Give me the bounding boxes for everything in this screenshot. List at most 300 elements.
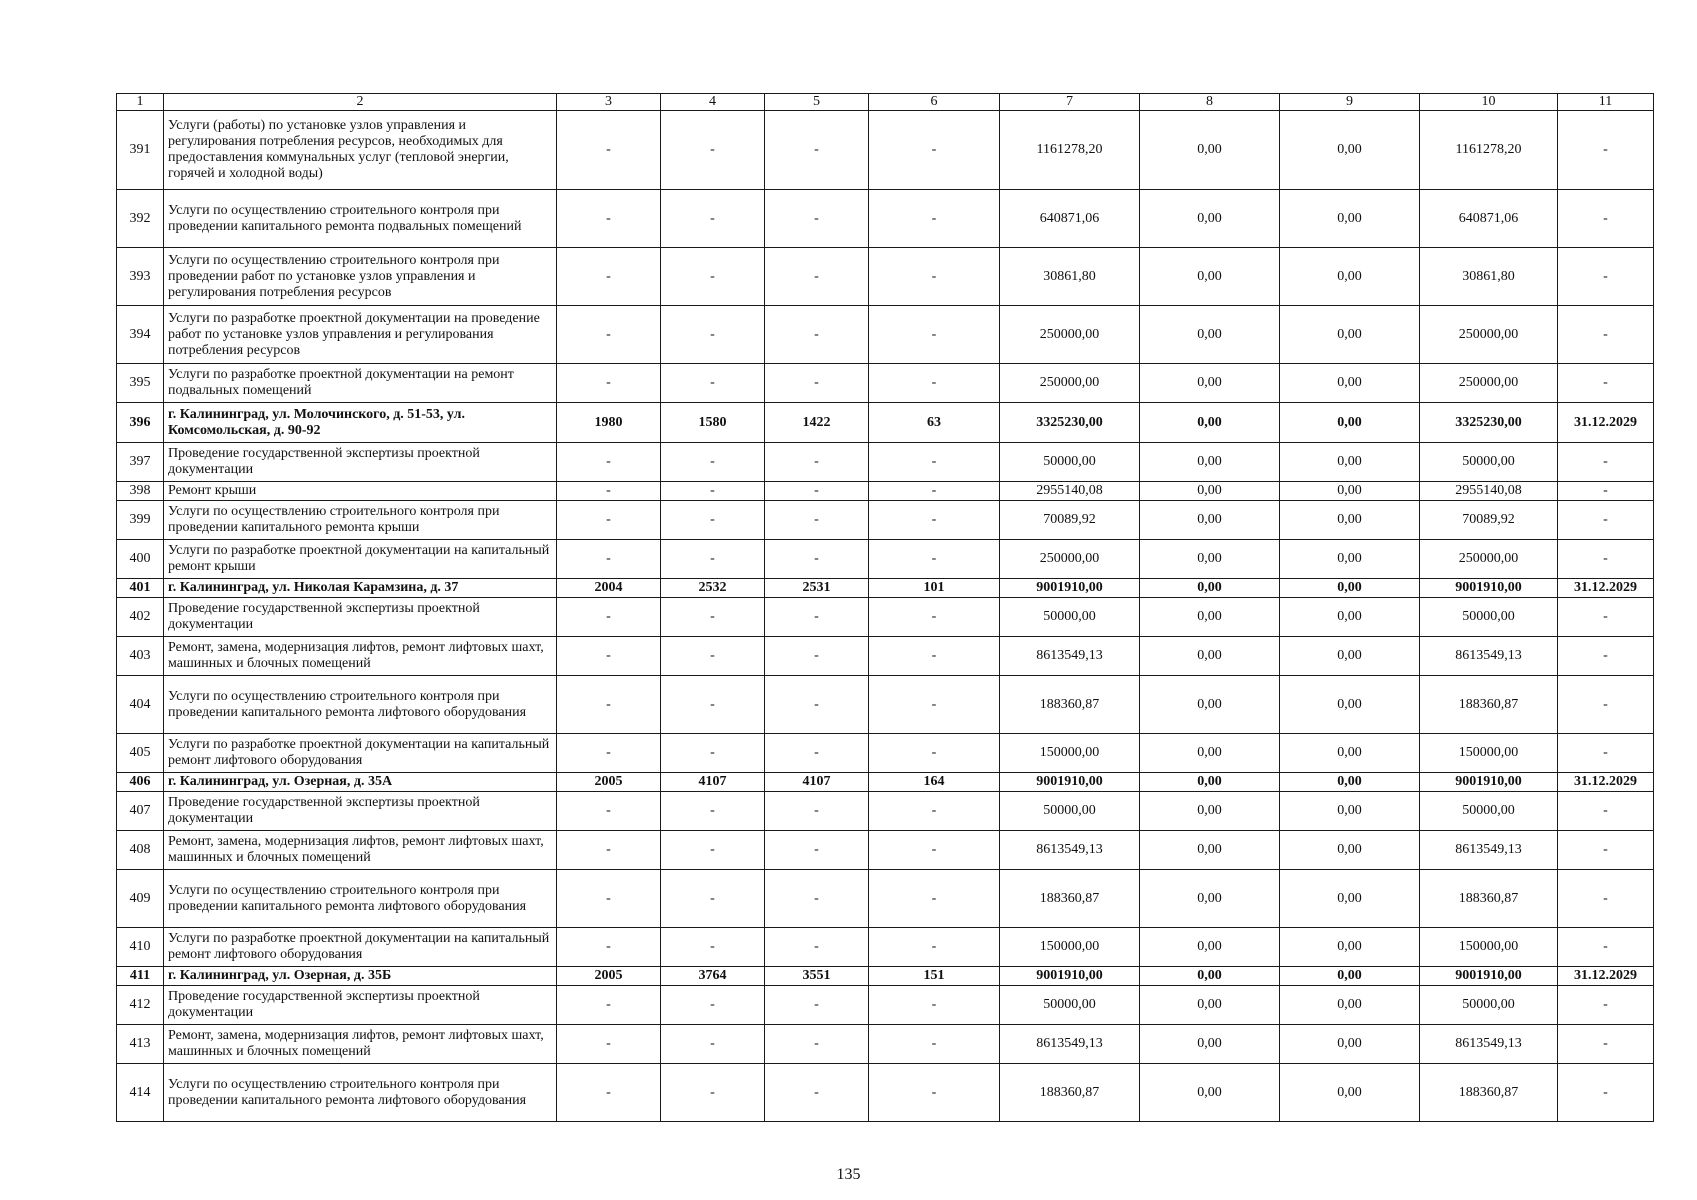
residents-cell: 101 [869, 579, 1000, 598]
area-living-cell: - [765, 190, 869, 248]
area-living-cell: - [765, 928, 869, 967]
budget-cell: 0,00 [1280, 986, 1420, 1025]
owners-funds-cell: 50000,00 [1420, 792, 1558, 831]
row-number-cell: 399 [117, 501, 164, 540]
work-item-row [117, 111, 1654, 190]
fund-cell: 0,00 [1140, 967, 1280, 986]
description-cell: Проведение государственной экспертизы проектной документации [164, 986, 557, 1025]
total-cost-cell: 50000,00 [1000, 598, 1140, 637]
row-number-cell: 403 [117, 637, 164, 676]
fund-cell: 0,00 [1140, 248, 1280, 306]
total-cost-cell: 150000,00 [1000, 928, 1140, 967]
area-cell: - [661, 792, 765, 831]
year-cell: - [557, 1025, 661, 1064]
area-cell: - [661, 364, 765, 403]
total-cost-cell: 50000,00 [1000, 443, 1140, 482]
description-cell: Услуги (работы) по установке узлов управления и регулирования потребления ресурсов, необходимых для предоставления коммунальных услуг (тепловой энергии, горячей и холодной воды) [164, 111, 557, 190]
description-cell: Услуги по разработке проектной документации на ремонт подвальных помещений [164, 364, 557, 403]
area-cell: - [661, 540, 765, 579]
row-number-cell: 414 [117, 1064, 164, 1122]
area-living-cell: - [765, 734, 869, 773]
area-living-cell: - [765, 831, 869, 870]
row-number-cell: 395 [117, 364, 164, 403]
description-cell: Проведение государственной экспертизы проектной документации [164, 792, 557, 831]
budget-cell: 0,00 [1280, 676, 1420, 734]
area-cell: - [661, 986, 765, 1025]
description-cell: г. Калининград, ул. Озерная, д. 35Б [164, 967, 557, 986]
row-number-cell: 412 [117, 986, 164, 1025]
owners-funds-cell: 50000,00 [1420, 443, 1558, 482]
budget-cell: 0,00 [1280, 306, 1420, 364]
residents-cell: - [869, 306, 1000, 364]
deadline-cell: 31.12.2029 [1558, 579, 1654, 598]
year-cell: - [557, 1064, 661, 1122]
total-cost-cell: 3325230,00 [1000, 403, 1140, 443]
residents-cell: - [869, 1025, 1000, 1064]
description-cell: Услуги по осуществлению строительного контроля при проведении капитального ремонта подвальных помещений [164, 190, 557, 248]
row-number-cell: 409 [117, 870, 164, 928]
deadline-cell: - [1558, 734, 1654, 773]
area-cell: - [661, 870, 765, 928]
deadline-cell: - [1558, 501, 1654, 540]
year-cell: - [557, 540, 661, 579]
description-cell: Услуги по разработке проектной документации на капитальный ремонт лифтового оборудования [164, 734, 557, 773]
column-number-cell: 1 [117, 94, 164, 111]
description-cell: г. Калининград, ул. Молочинского, д. 51-53, ул. Комсомольская, д. 90-92 [164, 403, 557, 443]
row-number-cell: 404 [117, 676, 164, 734]
address-row [117, 579, 1654, 598]
year-cell: 2004 [557, 579, 661, 598]
deadline-cell: - [1558, 482, 1654, 501]
budget-cell: 0,00 [1280, 1025, 1420, 1064]
residents-cell: - [869, 1064, 1000, 1122]
work-item-row [117, 443, 1654, 482]
budget-cell: 0,00 [1280, 403, 1420, 443]
description-cell: Ремонт крыши [164, 482, 557, 501]
column-number-cell: 7 [1000, 94, 1140, 111]
description-cell: Услуги по осуществлению строительного контроля при проведении капитального ремонта лифтового оборудования [164, 1064, 557, 1122]
row-number-cell: 400 [117, 540, 164, 579]
total-cost-cell: 9001910,00 [1000, 773, 1140, 792]
area-living-cell: - [765, 443, 869, 482]
row-number-cell: 392 [117, 190, 164, 248]
residents-cell: - [869, 598, 1000, 637]
budget-cell: 0,00 [1280, 870, 1420, 928]
total-cost-cell: 2955140,08 [1000, 482, 1140, 501]
total-cost-cell: 8613549,13 [1000, 637, 1140, 676]
residents-cell: - [869, 111, 1000, 190]
residents-cell: - [869, 928, 1000, 967]
address-row [117, 773, 1654, 792]
residents-cell: - [869, 676, 1000, 734]
year-cell: - [557, 306, 661, 364]
area-living-cell: - [765, 111, 869, 190]
residents-cell: 164 [869, 773, 1000, 792]
row-number-cell: 406 [117, 773, 164, 792]
residents-cell: - [869, 831, 1000, 870]
row-number-cell: 410 [117, 928, 164, 967]
owners-funds-cell: 9001910,00 [1420, 967, 1558, 986]
column-number-cell: 9 [1280, 94, 1420, 111]
work-item-row [117, 1025, 1654, 1064]
row-number-cell: 401 [117, 579, 164, 598]
total-cost-cell: 188360,87 [1000, 1064, 1140, 1122]
total-cost-cell: 1161278,20 [1000, 111, 1140, 190]
row-number-cell: 391 [117, 111, 164, 190]
description-cell: Услуги по осуществлению строительного контроля при проведении работ по установке узлов управления и регулирования потребления ресурсов [164, 248, 557, 306]
fund-cell: 0,00 [1140, 501, 1280, 540]
row-number-cell: 398 [117, 482, 164, 501]
budget-cell: 0,00 [1280, 364, 1420, 403]
budget-cell: 0,00 [1280, 928, 1420, 967]
total-cost-cell: 30861,80 [1000, 248, 1140, 306]
column-number-cell: 3 [557, 94, 661, 111]
description-cell: Услуги по разработке проектной документации на капитальный ремонт крыши [164, 540, 557, 579]
area-cell: 3764 [661, 967, 765, 986]
work-item-row [117, 306, 1654, 364]
total-cost-cell: 640871,06 [1000, 190, 1140, 248]
budget-cell: 0,00 [1280, 111, 1420, 190]
deadline-cell: 31.12.2029 [1558, 773, 1654, 792]
year-cell: - [557, 443, 661, 482]
area-cell: - [661, 1064, 765, 1122]
description-cell: Ремонт, замена, модернизация лифтов, ремонт лифтовых шахт, машинных и блочных помещений [164, 1025, 557, 1064]
owners-funds-cell: 250000,00 [1420, 364, 1558, 403]
page-number: 135 [836, 1166, 861, 1183]
budget-cell: 0,00 [1280, 540, 1420, 579]
total-cost-cell: 188360,87 [1000, 870, 1140, 928]
fund-cell: 0,00 [1140, 306, 1280, 364]
residents-cell: - [869, 190, 1000, 248]
fund-cell: 0,00 [1140, 482, 1280, 501]
column-number-cell: 4 [661, 94, 765, 111]
fund-cell: 0,00 [1140, 870, 1280, 928]
work-item-row [117, 501, 1654, 540]
deadline-cell: - [1558, 928, 1654, 967]
year-cell: - [557, 986, 661, 1025]
area-cell: - [661, 928, 765, 967]
work-item-row [117, 734, 1654, 773]
owners-funds-cell: 8613549,13 [1420, 831, 1558, 870]
total-cost-cell: 250000,00 [1000, 364, 1140, 403]
description-cell: г. Калининград, ул. Озерная, д. 35А [164, 773, 557, 792]
owners-funds-cell: 2955140,08 [1420, 482, 1558, 501]
address-row [117, 967, 1654, 986]
owners-funds-cell: 9001910,00 [1420, 773, 1558, 792]
total-cost-cell: 70089,92 [1000, 501, 1140, 540]
total-cost-cell: 9001910,00 [1000, 579, 1140, 598]
year-cell: - [557, 111, 661, 190]
year-cell: - [557, 248, 661, 306]
column-number-cell: 11 [1558, 94, 1654, 111]
area-cell: - [661, 831, 765, 870]
area-cell: - [661, 248, 765, 306]
deadline-cell: - [1558, 676, 1654, 734]
row-number-cell: 393 [117, 248, 164, 306]
address-row [117, 403, 1654, 443]
area-cell: - [661, 637, 765, 676]
area-living-cell: - [765, 248, 869, 306]
year-cell: - [557, 676, 661, 734]
fund-cell: 0,00 [1140, 734, 1280, 773]
owners-funds-cell: 70089,92 [1420, 501, 1558, 540]
total-cost-cell: 50000,00 [1000, 792, 1140, 831]
row-number-cell: 407 [117, 792, 164, 831]
header-row [117, 94, 1654, 111]
budget-cell: 0,00 [1280, 248, 1420, 306]
owners-funds-cell: 640871,06 [1420, 190, 1558, 248]
owners-funds-cell: 9001910,00 [1420, 579, 1558, 598]
area-cell: - [661, 190, 765, 248]
owners-funds-cell: 30861,80 [1420, 248, 1558, 306]
owners-funds-cell: 250000,00 [1420, 306, 1558, 364]
area-cell: - [661, 676, 765, 734]
residents-cell: - [869, 482, 1000, 501]
fund-cell: 0,00 [1140, 111, 1280, 190]
work-item-row [117, 540, 1654, 579]
table-body [117, 94, 1654, 1122]
area-living-cell: - [765, 676, 869, 734]
work-item-row [117, 364, 1654, 403]
area-living-cell: - [765, 870, 869, 928]
budget-cell: 0,00 [1280, 792, 1420, 831]
deadline-cell: - [1558, 540, 1654, 579]
owners-funds-cell: 8613549,13 [1420, 637, 1558, 676]
year-cell: - [557, 501, 661, 540]
area-living-cell: - [765, 540, 869, 579]
year-cell: - [557, 792, 661, 831]
work-item-row [117, 986, 1654, 1025]
area-cell: - [661, 1025, 765, 1064]
year-cell: - [557, 870, 661, 928]
area-cell: - [661, 482, 765, 501]
residents-cell: - [869, 364, 1000, 403]
area-cell: 1580 [661, 403, 765, 443]
area-living-cell: - [765, 306, 869, 364]
owners-funds-cell: 188360,87 [1420, 1064, 1558, 1122]
fund-cell: 0,00 [1140, 403, 1280, 443]
fund-cell: 0,00 [1140, 637, 1280, 676]
area-living-cell: - [765, 482, 869, 501]
area-living-cell: 3551 [765, 967, 869, 986]
column-number-cell: 2 [164, 94, 557, 111]
total-cost-cell: 50000,00 [1000, 986, 1140, 1025]
fund-cell: 0,00 [1140, 443, 1280, 482]
residents-cell: - [869, 870, 1000, 928]
year-cell: 1980 [557, 403, 661, 443]
owners-funds-cell: 50000,00 [1420, 598, 1558, 637]
deadline-cell: 31.12.2029 [1558, 403, 1654, 443]
year-cell: - [557, 190, 661, 248]
deadline-cell: - [1558, 870, 1654, 928]
description-cell: Ремонт, замена, модернизация лифтов, ремонт лифтовых шахт, машинных и блочных помещений [164, 831, 557, 870]
work-item-row [117, 482, 1654, 501]
fund-cell: 0,00 [1140, 540, 1280, 579]
fund-cell: 0,00 [1140, 364, 1280, 403]
fund-cell: 0,00 [1140, 1064, 1280, 1122]
work-item-row [117, 831, 1654, 870]
budget-cell: 0,00 [1280, 967, 1420, 986]
residents-cell: - [869, 248, 1000, 306]
budget-cell: 0,00 [1280, 831, 1420, 870]
area-living-cell: 1422 [765, 403, 869, 443]
area-cell: 2532 [661, 579, 765, 598]
deadline-cell: - [1558, 1025, 1654, 1064]
area-cell: - [661, 598, 765, 637]
residents-cell: - [869, 734, 1000, 773]
column-number-cell: 10 [1420, 94, 1558, 111]
area-cell: - [661, 734, 765, 773]
year-cell: 2005 [557, 773, 661, 792]
column-number-cell: 8 [1140, 94, 1280, 111]
area-living-cell: 4107 [765, 773, 869, 792]
owners-funds-cell: 250000,00 [1420, 540, 1558, 579]
fund-cell: 0,00 [1140, 190, 1280, 248]
deadline-cell: - [1558, 986, 1654, 1025]
fund-cell: 0,00 [1140, 676, 1280, 734]
row-number-cell: 408 [117, 831, 164, 870]
program-table [116, 93, 1654, 1122]
row-number-cell: 394 [117, 306, 164, 364]
total-cost-cell: 8613549,13 [1000, 1025, 1140, 1064]
year-cell: - [557, 831, 661, 870]
area-cell: - [661, 443, 765, 482]
budget-cell: 0,00 [1280, 734, 1420, 773]
work-item-row [117, 870, 1654, 928]
fund-cell: 0,00 [1140, 792, 1280, 831]
description-cell: Услуги по осуществлению строительного контроля при проведении капитального ремонта лифтового оборудования [164, 676, 557, 734]
budget-cell: 0,00 [1280, 598, 1420, 637]
deadline-cell: - [1558, 792, 1654, 831]
year-cell: - [557, 598, 661, 637]
deadline-cell: - [1558, 306, 1654, 364]
work-item-row [117, 637, 1654, 676]
owners-funds-cell: 188360,87 [1420, 870, 1558, 928]
fund-cell: 0,00 [1140, 1025, 1280, 1064]
column-number-cell: 6 [869, 94, 1000, 111]
area-living-cell: 2531 [765, 579, 869, 598]
year-cell: - [557, 928, 661, 967]
owners-funds-cell: 50000,00 [1420, 986, 1558, 1025]
area-living-cell: - [765, 364, 869, 403]
work-item-row [117, 190, 1654, 248]
year-cell: - [557, 364, 661, 403]
year-cell: 2005 [557, 967, 661, 986]
deadline-cell: - [1558, 637, 1654, 676]
area-living-cell: - [765, 1064, 869, 1122]
description-cell: Проведение государственной экспертизы проектной документации [164, 443, 557, 482]
deadline-cell: - [1558, 443, 1654, 482]
area-living-cell: - [765, 598, 869, 637]
work-item-row [117, 1064, 1654, 1122]
deadline-cell: - [1558, 1064, 1654, 1122]
area-living-cell: - [765, 986, 869, 1025]
row-number-cell: 405 [117, 734, 164, 773]
residents-cell: 63 [869, 403, 1000, 443]
area-cell: 4107 [661, 773, 765, 792]
total-cost-cell: 8613549,13 [1000, 831, 1140, 870]
fund-cell: 0,00 [1140, 831, 1280, 870]
owners-funds-cell: 150000,00 [1420, 734, 1558, 773]
residents-cell: - [869, 792, 1000, 831]
work-item-row [117, 928, 1654, 967]
area-living-cell: - [765, 1025, 869, 1064]
total-cost-cell: 250000,00 [1000, 540, 1140, 579]
owners-funds-cell: 8613549,13 [1420, 1025, 1558, 1064]
residents-cell: - [869, 637, 1000, 676]
description-cell: г. Калининград, ул. Николая Карамзина, д. 37 [164, 579, 557, 598]
description-cell: Услуги по осуществлению строительного контроля при проведении капитального ремонта лифтового оборудования [164, 870, 557, 928]
deadline-cell: - [1558, 364, 1654, 403]
owners-funds-cell: 1161278,20 [1420, 111, 1558, 190]
budget-cell: 0,00 [1280, 637, 1420, 676]
area-living-cell: - [765, 637, 869, 676]
residents-cell: 151 [869, 967, 1000, 986]
fund-cell: 0,00 [1140, 928, 1280, 967]
row-number-cell: 402 [117, 598, 164, 637]
owners-funds-cell: 188360,87 [1420, 676, 1558, 734]
fund-cell: 0,00 [1140, 986, 1280, 1025]
budget-cell: 0,00 [1280, 190, 1420, 248]
budget-cell: 0,00 [1280, 443, 1420, 482]
deadline-cell: - [1558, 831, 1654, 870]
work-item-row [117, 598, 1654, 637]
area-cell: - [661, 306, 765, 364]
total-cost-cell: 188360,87 [1000, 676, 1140, 734]
residents-cell: - [869, 443, 1000, 482]
area-living-cell: - [765, 501, 869, 540]
budget-cell: 0,00 [1280, 482, 1420, 501]
total-cost-cell: 250000,00 [1000, 306, 1140, 364]
deadline-cell: - [1558, 111, 1654, 190]
residents-cell: - [869, 540, 1000, 579]
description-cell: Услуги по разработке проектной документации на проведение работ по установке узлов управления и регулирования потребления ресурсов [164, 306, 557, 364]
description-cell: Проведение государственной экспертизы проектной документации [164, 598, 557, 637]
total-cost-cell: 9001910,00 [1000, 967, 1140, 986]
owners-funds-cell: 150000,00 [1420, 928, 1558, 967]
description-cell: Услуги по осуществлению строительного контроля при проведении капитального ремонта крыши [164, 501, 557, 540]
year-cell: - [557, 637, 661, 676]
year-cell: - [557, 482, 661, 501]
deadline-cell: 31.12.2029 [1558, 967, 1654, 986]
fund-cell: 0,00 [1140, 598, 1280, 637]
row-number-cell: 413 [117, 1025, 164, 1064]
owners-funds-cell: 3325230,00 [1420, 403, 1558, 443]
residents-cell: - [869, 501, 1000, 540]
residents-cell: - [869, 986, 1000, 1025]
area-cell: - [661, 111, 765, 190]
work-item-row [117, 676, 1654, 734]
deadline-cell: - [1558, 248, 1654, 306]
deadline-cell: - [1558, 190, 1654, 248]
work-item-row [117, 792, 1654, 831]
budget-cell: 0,00 [1280, 501, 1420, 540]
row-number-cell: 396 [117, 403, 164, 443]
budget-cell: 0,00 [1280, 1064, 1420, 1122]
total-cost-cell: 150000,00 [1000, 734, 1140, 773]
description-cell: Ремонт, замена, модернизация лифтов, ремонт лифтовых шахт, машинных и блочных помещений [164, 637, 557, 676]
area-cell: - [661, 501, 765, 540]
budget-cell: 0,00 [1280, 579, 1420, 598]
area-living-cell: - [765, 792, 869, 831]
budget-cell: 0,00 [1280, 773, 1420, 792]
row-number-cell: 397 [117, 443, 164, 482]
column-number-cell: 5 [765, 94, 869, 111]
row-number-cell: 411 [117, 967, 164, 986]
fund-cell: 0,00 [1140, 773, 1280, 792]
work-item-row [117, 248, 1654, 306]
deadline-cell: - [1558, 598, 1654, 637]
